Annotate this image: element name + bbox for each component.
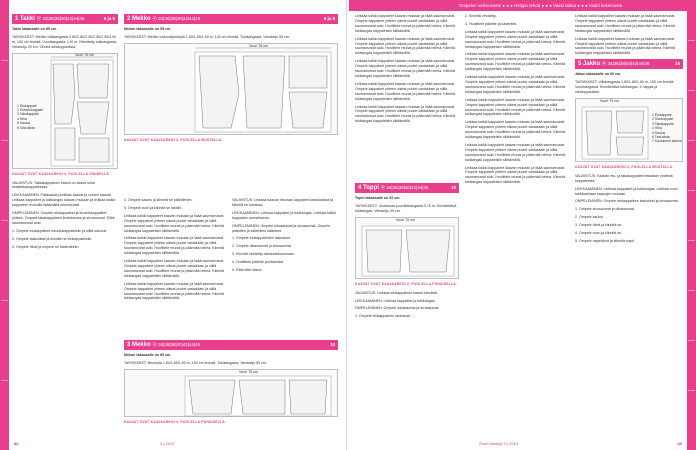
model-5-text: 4. Ompele vuori ja kiinnitä se. [575,231,623,236]
model-1-text: LEIKKAAMINEN: Pääkaavat puolikas kaavat ja vuoren kaavat. Leikkaa kappaleet ja tukikangas kaavan mukaan ja leikkaa kaikki kappaleet reunoilla lisäämällä ommelvarat. [12,193,116,208]
model-3-intro: Mekon takaosalle on 85 cm. [124,353,172,357]
model-1-text: 3. Ompele hihat ja ompele ne kädenteihin. [12,244,80,249]
model-4-figure-label: Vuori 70 cm [396,217,416,222]
column-model-3 [124,340,338,429]
model-3-title-bar: 3 Mekko ⦿ 34|36|38|40|42|44|46 10 [124,340,338,350]
model-5-text: VALMISTUS: Kaavan etu- ja takakappaleet leikataan yhdestä kappaleesta. [575,173,673,183]
model-4-text: LEIKKAAMINEN: Leikkaa kappaleet ja tukikangas. [355,298,436,303]
model-1-title-bar: 1 Takki ⦿ 34|36|38|40|42|44|46 6 ja 8 [12,14,118,24]
model-1-figure-label: Vuori 75 cm [75,52,95,57]
model-2-text: VALMISTUS: Leikkaa kaavan etuosan kappaleet keskiosasta ja kiinnitä ne toisiinsa. [232,198,334,207]
continued-text: Leikkaa kaikki kappaleet kaavan mukaan ja lisää saumanvarat. Ompele kappaleet yhteen oikeat puolet vastakkain ja silitä saumanvarat auki. Huolittele reunat ja päärmää helma. Kiinnitä tukikangas kappaleisiin silittämällä. [355,14,456,33]
continued-text: Leikkaa kaikki kappaleet kaavan mukaan ja lisää saumanvarat. Ompele kappaleet yhteen oikeat puolet vastakkain ja silitä saumanvarat auki. Huolittele reunat ja päärmää helma. Kiinnitä tukikangas kappaleisiin silittämällä. [355,36,456,56]
model-5-title-bar: 5 Jakku ⦿ 34|36|38|40|42|44|46 15 [575,59,683,69]
right-page [349,0,696,450]
continued-text: Leikkaa kaikki kappaleet kaavan mukaan ja lisää saumanvarat. Ompele kappaleet yhteen oikeat puolet vastakkain ja silitä saumanvarat auki. Huolittele reunat ja päärmää helma. Kiinnitä tukikangas kappaleisiin silittämällä. [465,75,566,94]
continued-text: Leikkaa kaikki kappaleet kaavan mukaan ja lisää saumanvarat. Ompele kappaleet yhteen oikeat puolet vastakkain ja silitä saumanvarat auki. Huolittele reunat ja päärmää helma. Kiinnitä tukikangas kappaleisiin silittämällä. [124,281,225,301]
model-2-intro: Mekon takaosalle on 95 cm. [124,27,172,31]
model-1-text: 1. Ompele etukappaleet sivuetukappaleisiin ja silitä saumat. [12,228,108,233]
model-2-title-bar: 2 Mekko ⦿ 34|36|38|40|42|44|46 6 ja 9 [124,14,338,24]
model-1-text: 5. Ompele vuori ja kiinnitä se takkiin. [124,205,183,210]
model-5-text: 2. Ompele kaulus. [575,215,604,220]
model-4-caption: KAAVAT OVAT KAAVAARKIN 2, PUOLELLA PUNAISELLA. [355,281,458,286]
model-2-pattern-layout [124,43,338,135]
continued-text: Leikkaa kaikki kappaleet kaavan mukaan ja lisää saumanvarat. Ompele kappaleet yhteen oikeat puolet vastakkain ja silitä saumanvarat auki. Huolittele reunat ja päärmää helma. Kiinnitä tukikangas kappaleisiin silittämällä. [465,52,566,72]
model-2-caption: KAAVAT OVAT KAAVAARKIN 2, PUOLELLA MUSTALLA. [124,137,223,142]
model-5-figure-label: Vuori 75 cm [600,98,620,103]
continued-text: Leikkaa kaikki kappaleet kaavan mukaan ja lisää saumanvarat. Ompele kappaleet yhteen oikeat puolet vastakkain ja silitä saumanvarat auki. Huolittele reunat ja päärmää helma. Kiinnitä tukikangas kappaleisiin silittämällä. [465,120,566,140]
model-4-text: 1. Ompele etukappaleen laskokset. [355,314,412,319]
model-4-pattern-layout [355,217,459,279]
model-5-caption: KAAVAT OVAT KAAVAARKIN 2, PUOLELLA MUSTALLA. [575,164,674,169]
continued-text: Leikkaa kaikki kappaleet kaavan mukaan ja lisää saumanvarat. Ompele kappaleet yhteen oikeat puolet vastakkain ja silitä saumanvarat auki. Huolittele reunat ja päärmää helma. Kiinnitä tukikangas kappaleisiin silittämällä. [465,165,566,185]
model-1-text: 2. Ompele taskulistat ja kiinnitä ne etukappaleisiin. [12,236,93,241]
model-5-pattern-layout [575,98,683,162]
continued-text: Leikkaa kaikki kappaleet kaavan mukaan ja lisää saumanvarat. Ompele kappaleet yhteen oikeat puolet vastakkain ja silitä saumanvarat auki. Huolittele reunat ja päärmää helma. Kiinnitä tukikangas kappaleisiin silittämällä. [355,59,456,78]
right-color-tab [687,0,696,450]
model-2-text: 1. Ompele etukappaleiden laskokset. [232,236,291,241]
model-5-materials: TARVIKKEET: Villakangasta 1,80/1,85/1,90 m, 150 cm leveää. Vuorikangasta. Kiinnitettävä tukikangas. 4 nappia ja olkatoppaukset. [575,80,675,94]
model-2-text: 4. Huolittele pääntie ja kädentiet. [232,260,285,265]
model-5-piece-legend: 1 Etukappale 2 Sivukappale 3 Takakappale 4 Hiha 5 Kaulus 6 Taskulista 7 Kauluksen alaosa [652,112,682,144]
difficulty-header: Ompelun vaikeusaste ● ● ● Helppo tehdä ● ● ● Vaatii taitoa ● ● ● Vaatii kokemusta [349,0,687,11]
model-1-pattern-layout [12,53,118,169]
model-2-text: 3. Kiinnitä vetoketju takakeskisaumaan. [232,252,295,257]
column-model-1-continued [124,198,226,304]
right-column-b [465,14,569,188]
column-model-5 [575,14,683,247]
model-5-text: OMPELEMINEN: Ompele etukappaleen laskokset ja sivusaumat. [575,199,679,204]
continued-text: Leikkaa kaikki kappaleet kaavan mukaan ja lisää saumanvarat. Ompele kappaleet yhteen oikeat puolet vastakkain ja silitä saumanvarat auki. Huolittele reunat ja päärmää helma. Kiinnitä tukikangas kappaleisiin silittämällä. [355,104,456,124]
model-3-figure-label: Vuori 75 cm [239,369,259,374]
left-page-number: 88 [14,441,19,446]
right-column-a [355,14,461,127]
model-4-text: VALMISTUS: Leikkaa etukappaleen kaava kahdesti. [355,290,439,295]
model-2-materials: TARVIKKEET: Merkin viskoosijerseytä 1,80/1,85/1,90 m, 140 cm leveää. Tukikangasta. Vetoketju 55 cm. [124,34,290,39]
model-5-text: 1. Ompele sivusaumat ja olkasaumat. [575,207,635,212]
model-3-pattern-layout [124,369,338,417]
continued-text: Leikkaa kaikki kappaleet kaavan mukaan ja lisää saumanvarat. Ompele kappaleet yhteen oikeat puolet vastakkain ja silitä saumanvarat auki. Huolittele reunat ja päärmää helma. Kiinnitä tukikangas kappaleisiin silittämällä. [575,14,676,33]
model-1-caption: KAAVAT OVAT KAAVAARKIN 2, PUOLELLA SININELLÄ. [12,171,111,176]
left-page [0,0,347,450]
left-footer-issue: 2 | 2019 [160,441,175,446]
model-1-text: VALMISTUS: Takkakappaleen kaava on kaava sekä keskitakakappaleessa. [12,180,95,190]
left-color-tab [0,0,9,450]
continued-text: Leikkaa kaikki kappaleet kaavan mukaan ja lisää saumanvarat. Ompele kappaleet yhteen oikeat puolet vastakkain ja silitä saumanvarat auki. Huolittele reunat ja päärmää helma. Kiinnitä tukikangas kappaleisiin silittämällä. [465,29,566,49]
column-model-2 [124,14,338,147]
continued-text: Leikkaa kaikki kappaleet kaavan mukaan ja lisää saumanvarat. Ompele kappaleet yhteen oikeat puolet vastakkain ja silitä saumanvarat auki. Huolittele reunat ja päärmää helma. Kiinnitä tukikangas kappaleisiin silittämällä. [124,213,225,233]
model-2-figure-label: Vuori 78 cm [249,43,269,48]
right-page-number: 89 [677,441,682,446]
model-5-intro: Jakun takaosalle on 60 cm. [575,72,622,77]
column-model-4 [355,183,459,322]
continued-text: Leikkaa kaikki kappaleet kaavan mukaan ja lisää saumanvarat. Ompele kappaleet yhteen oikeat puolet vastakkain ja silitä saumanvarat auki. Huolittele reunat ja päärmää helma. Kiinnitä tukikangas kappaleisiin silittämällä. [355,81,456,101]
continued-text: Leikkaa kaikki kappaleet kaavan mukaan ja lisää saumanvarat. Ompele kappaleet yhteen oikeat puolet vastakkain ja silitä saumanvarat auki. Huolittele reunat ja päärmää helma. Kiinnitä tukikangas kappaleisiin silittämällä. [575,36,676,56]
model-4-text: 3. Huolittele pääntie ja kädentiet. [465,21,518,26]
model-4-text: 2. Kiinnitä vetoketju. [465,14,498,18]
continued-text: Leikkaa kaikki kappaleet kaavan mukaan ja lisää saumanvarat. Ompele kappaleet yhteen oikeat puolet vastakkain ja silitä saumanvarat auki. Huolittele reunat ja päärmää helma. Kiinnitä tukikangas kappaleisiin silittämällä. [465,97,566,117]
model-1-text: 4. Ompele kaulus ja kiinnitä se pääntiehen. [124,198,193,202]
model-2-text: OMPELEMINEN: Ompele olkasaumat ja sivusaumat. Ompele pääntien ja kädentien käänteet. [232,223,331,233]
model-4-text: OMPELEMINEN: Ompele olkasaumat ja sivusaumat. [355,306,440,311]
model-1-piece-legend: 1 Etukappale 2 Sivuetukappale 3 Takakappale 4 Hiha 5 Kaulus 6 Taskulista [17,103,44,130]
model-2-text: LEIKKAAMINEN: Leikkaa kappaleet ja tukikangas. Leikkaa kaikki kappaleet ommelvaroin. [232,210,336,220]
model-4-title-bar: 4 Toppi ⦿ 34|36|38|40|42|44|46 10 [355,183,459,193]
continued-text: Leikkaa kaikki kappaleet kaavan mukaan ja lisää saumanvarat. Ompele kappaleet yhteen oikeat puolet vastakkain ja silitä saumanvarat auki. Huolittele reunat ja päärmää helma. Kiinnitä tukikangas kappaleisiin silittämällä. [124,236,225,256]
model-5-text: 3. Ompele hihat ja kiinnitä ne. [575,223,623,228]
model-4-materials: TARVIKKEET: Joustavaa puuvillakangasta 0,75 m. Kiinnitettävä tukikangas. Vetoketju 35 cm. [355,203,457,213]
model-4-intro: Topin takaosalle on 52 cm. [355,196,401,200]
model-2-text: 2. Ompele olkasaumat ja sivusaumat. [232,244,292,249]
model-3-caption: KAAVAT OVAT KAAVAARKIN 2, PUOLELLA PUNAISELLA. [124,419,227,424]
model-5-text: 5. Ompele napinlävet ja kiinnitä napit. [575,238,635,243]
model-3-materials: TARVIKKEET: Neulosta 1,80/1,85/1,90 m, 150 cm leveää. Tukikangasta. Vetoketju 55 cm. [124,360,267,365]
model-5-text: LEIKKAAMINEN: Leikkaa kappaleet ja tukikangas. Leikkaa vuori takkikankaan kaavojen mukaan. [575,186,678,196]
model-2-text: 5. Päärmää helma. [232,268,263,273]
column-model-1 [12,14,118,253]
continued-text: Leikkaa kaikki kappaleet kaavan mukaan ja lisää saumanvarat. Ompele kappaleet yhteen oikeat puolet vastakkain ja silitä saumanvarat auki. Huolittele reunat ja päärmää helma. Kiinnitä tukikangas kappaleisiin silittämällä. [465,142,566,162]
column-model-2-text [232,198,338,276]
model-1-text: OMPELEMINEN: Ompele etukappaleet ja sivuetukappaleet yhteen. Ompele takakappaleen keskisauma ja sivusaumat. Silitä saumanvarat auki. [12,211,115,225]
right-footer-issue: Suuri Käsityö 2 | 2019 [479,441,519,446]
model-1-materials: TARVIKKEET: Merkin villakangasta 2,80/2,85/2,90/2,95/2,95/3,00 m, 150 cm leveää. Vuorikangasta 1,40 m. Kiinnitetty tukikangasta. Vetoketju 20 cm. Ohuita olkatoppauksia. [12,34,117,49]
continued-text: Leikkaa kaikki kappaleet kaavan mukaan ja lisää saumanvarat. Ompele kappaleet yhteen oikeat puolet vastakkain ja silitä saumanvarat auki. Huolittele reunat ja päärmää helma. Kiinnitä tukikangas kappaleisiin silittämällä. [124,259,225,278]
model-1-intro: Takin takaosalle on 85 cm. [12,27,58,31]
